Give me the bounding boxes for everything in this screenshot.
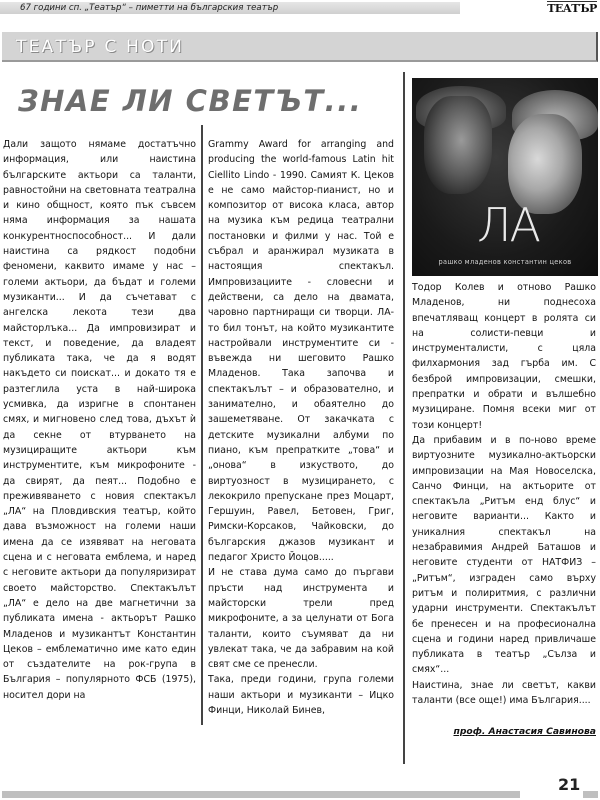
column-divider: [201, 125, 203, 725]
article-column-3: [412, 280, 596, 708]
show-poster-photo: [412, 78, 598, 276]
magazine-logo: ТЕАТЪР: [547, 2, 597, 15]
section-header: [2, 32, 598, 62]
paragraph: Да прибавим и в по-ново време виртуозните музикално-актьорски импровизации на Мая Новоселска, Санчо Финци, на актьорите от спектакъла „Ритъм енд блус“ и неговите варианти... Както и уникалния спектакъл на незабравимия Андрей Баташов и неговите студенти от НАТФИЗ – „Ритъм“, изграден само върху ритъм и полиритмия, с различни ударни инструменти. Спектакълът бе пренесен и на професионална сцена и години наред привличаше публиката в театър „Сълза и смях“...: [412, 434, 596, 676]
paragraph: Наистина, знае ли светът, какви таланти (все още!) има България....: [412, 679, 596, 707]
running-header-bar: [0, 2, 460, 14]
paragraph: Grammy Award for arranging and producing the world-famous Latin hit Ciellito Lindo - 1990. Самият К. Цеков е не само майстор-пианист, но и композитор от висока класа, автор на музика към редица театрални постановки и филми у нас. Той е събрал и аранжирал музиката в настоящия спектакъл. Импровизациите - словесни и действени, са дело на двамата, чаровно партниращи си творци. ЛА-то бил тонът, на който музикантите настройвали инструментите си - въвежда ни шеговито Рашко Младенов. Така започва и спектакълът – и образователно, и занимателно, и обаятелно до зашеметяване. От закачката с детските музикални албуми по пиано, към препратките „това“ и „онова“ в изкуството, до виртуозност в музицирането, с лекокрило препускане през Моцарт, Гершуин, Равел, Бетовен, Григ, Римски-Корсаков, Чайковски, до българския джазов музикант и педагог Христо Йоцов.....: [208, 139, 394, 564]
column-divider: [403, 72, 405, 764]
footer-bar: [2, 791, 520, 798]
footer-bar-end: [583, 791, 598, 798]
paragraph: Така, преди години, група големи наши актьори и музиканти – Ицко Финци, Николай Бинев,: [208, 674, 394, 716]
section-title: ТЕАТЪР С НОТИ: [16, 37, 185, 57]
page-number: 21: [558, 775, 581, 794]
poster-logo: ЛА: [476, 198, 540, 252]
article-column-2: [208, 137, 394, 718]
paragraph: Дали защото нямаме достатъчно информация, или наистина българските актьори са таланти, равностойни на световната театрална и кино общност, която пък съвсем няма информация за нашата конкурентноспособност... И дали наистина са рядкост подобни феномени, каквито имаме у нас – големи актьори, да бъдат и големи музиканти... И да съчетават с ангелска лекота тези два майсторлъка... Да импровизират и текст, и поведение, да владеят публиката така, че да я водят накъдето си поискат... и докато тя е разтеглила уста в най-широка усмивка, да изригне в спонтанен смях, и мигновено след това, дъхът ѝ да секне от втурването на музициращите актьори към инструментите, към микрофоните - да свирят, да пеят... Подобно е преживяването с новия спектакъл „ЛА“ на Пловдивския театър, който дава възможност на големи наши имена да се изявяват на неговата сцена и с неговата емблема, и наред с неговите актьори да популяризират своето майсторство. Спектакълът „ЛА“ е дело на две магнетични за публиката имена - актьорът Рашко Младенов и музикантът Константин Цеков – емблематично име като един от създателите на рок-група в България – популярното ФСБ (1975), носител дори на: [3, 139, 196, 701]
article-column-1: [3, 137, 196, 703]
author-signature: проф. Анастасия Савинова: [453, 726, 596, 737]
running-header-title: 67 години сп. „Театър“ – пиметти на българския театър: [20, 3, 279, 13]
paragraph: Тодор Колев и отново Рашко Младенов, ни поднесоха впечатляващ концерт в ролята си на солисти-певци и инструменталисти, с цяла филхармония зад гърба им. С безброй импровизации, смешки, препратки и обрати и вълшебно музициране. Помня всеки миг от този концерт!: [412, 282, 596, 431]
paragraph: И не става дума само до пъргави пръсти над инструмента и майсторски трели пред микрофоните, а за целунати от Бога таланти, които съумяват да ни увлекат така, че да забравим на кой свят сме се пренесли.: [208, 567, 394, 671]
article-headline: ЗНАЕ ЛИ СВЕТЪТ...: [18, 84, 363, 118]
portrait-left-face: [424, 96, 492, 194]
poster-caption: рашко младенов константин цеков: [438, 258, 572, 266]
